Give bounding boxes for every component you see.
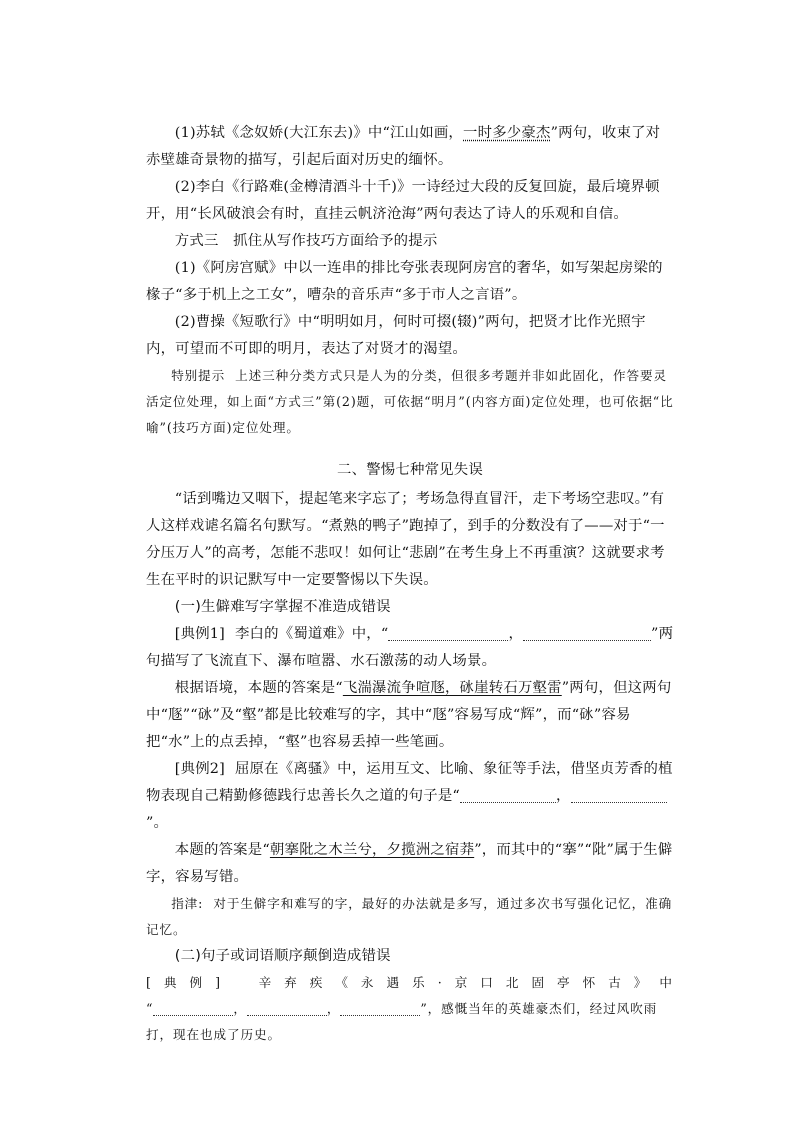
- document-body: [146, 120, 674, 1048]
- example-two: [146, 756, 674, 837]
- text-segment: 屈原在《离骚》中，运用互文、比喻、象征等手法，借坚贞芳香的植物表现自己精勤修德践行忠善长久之道的句子是“: [146, 761, 673, 804]
- text-segment: 李白的《蜀道难》中，“: [234, 626, 389, 642]
- answer-blank[interactable]: [388, 625, 508, 641]
- answer-two: [146, 837, 674, 891]
- text-segment: ”，而其中的“搴”“阰”属于生僻字，容易写错。: [146, 842, 673, 885]
- answer-blank[interactable]: [340, 1000, 420, 1016]
- text-segment: ，: [233, 1001, 247, 1016]
- text-segment: ，: [508, 626, 524, 642]
- example-three-body: [146, 996, 674, 1048]
- section-title: 二、警惕七种常见失误: [337, 462, 483, 478]
- underlined-answer: 飞湍瀑流争喧豗，砯崖转石万壑雷: [342, 680, 562, 696]
- text-segment: ”两句，但这两句中“豗”“砯”及“壑”都是比较难写的字，其中“豗”容易写成“辉”，而“砯”容易把“水”上的点丢掉，“壑”也容易丢掉一些笔画。: [146, 680, 672, 750]
- answer-blank[interactable]: [460, 787, 556, 803]
- text-segment: “: [146, 1001, 154, 1016]
- text-segment: 本题的答案是“: [174, 842, 270, 858]
- text-segment: ”两句描写了飞流直下、瀑布喧嚣、水石激荡的动人场景。: [146, 626, 674, 669]
- answer-blank[interactable]: [523, 625, 651, 641]
- text-segment: 根据语境，本题的答案是“: [174, 680, 343, 696]
- paragraph-li-bai: (2)李白《行路难(金樽清酒斗十千)》一诗经过大段的反复回旋，最后境界顿开，用“长风破浪会有时，直挂云帆济沧海”两句表达了诗人的乐观和自信。: [146, 179, 660, 222]
- subsection-two-heading: (二)句子或词语顺序颠倒造成错误: [174, 948, 391, 964]
- example-three-heading: [典例] 辛弃疾《永遇乐·京口北固亭怀古》中: [146, 975, 674, 990]
- tip-label: 特别提示: [171, 368, 226, 383]
- special-tip: [146, 363, 674, 441]
- text-segment: (1)苏轼《念奴娇(大江东去)》中“江山如画，: [174, 125, 464, 141]
- answer-blank[interactable]: [247, 1000, 327, 1016]
- example-one: [146, 621, 674, 675]
- guide-text: 对于生僻字和难写的字，最好的办法就是多写，通过多次书写强化记忆，准确记忆。: [146, 896, 673, 937]
- subsection-one-heading: (一)生僻难写字掌握不准造成错误: [174, 599, 391, 615]
- text-segment: ”。: [146, 815, 169, 831]
- paragraph-epang-palace: (1)《阿房宫赋》中以一连串的排比夸张表现阿房宫的奢华，如写架起房梁的椽子“多于机上之工女”，嘈杂的音乐声“多于市人之言语”。: [146, 260, 663, 303]
- paragraph-cao-cao: (2)曹操《短歌行》中“明明如月，何时可掇(辍)”两句，把贤才比作光照宇内，可望而不可即的明月，表达了对贤才的渴望。: [146, 314, 646, 357]
- intro-paragraph: “话到嘴边又咽下，提起笔来字忘了；考场急得直冒汗，走下考场空悲叹。”有人这样戏谑名篇名句默写。“煮熟的鸭子”跑掉了，到手的分数没有了——对于“一分压万人”的高考，怎能不悲叹！如何让“悲剧”在考生身上不再重演？这就要求考生在平时的识记默写中一定要警惕以下失误。: [146, 491, 665, 588]
- text-segment: ”两句，收束了对赤壁雄奇景物的描写，引起后面对历史的缅怀。: [146, 125, 661, 168]
- underlined-phrase: 一时多少豪杰: [463, 125, 551, 141]
- text-segment: ，: [326, 1001, 341, 1016]
- answer-blank[interactable]: [153, 1000, 233, 1016]
- tip-text: 上述三种分类方式只是人为的分类，但很多考题并非如此固化，作答要灵活定位处理，如上面“方式三”第(2)题，可依据“明月”(内容方面)定位处理，也可依据“比喻”(技巧方面)定位处理。: [146, 368, 674, 435]
- answer-blank[interactable]: [571, 787, 667, 803]
- text-segment: ”，感慨当年的英雄豪杰们，经过风吹雨打，现在也成了历史。: [146, 1001, 658, 1042]
- method-three-heading: 方式三 抓住从写作技巧方面给予的提示: [174, 233, 438, 249]
- paragraph-su-shi: [146, 120, 674, 174]
- guidance-note: [146, 891, 674, 943]
- underlined-answer: 朝搴阰之木兰兮，夕揽洲之宿莽: [269, 842, 475, 858]
- text-segment: ，: [555, 788, 571, 804]
- guide-label: 指津:: [171, 896, 204, 911]
- example-label: [典例2]: [174, 761, 225, 777]
- example-label: [典例1]: [174, 626, 225, 642]
- answer-one: [146, 675, 674, 756]
